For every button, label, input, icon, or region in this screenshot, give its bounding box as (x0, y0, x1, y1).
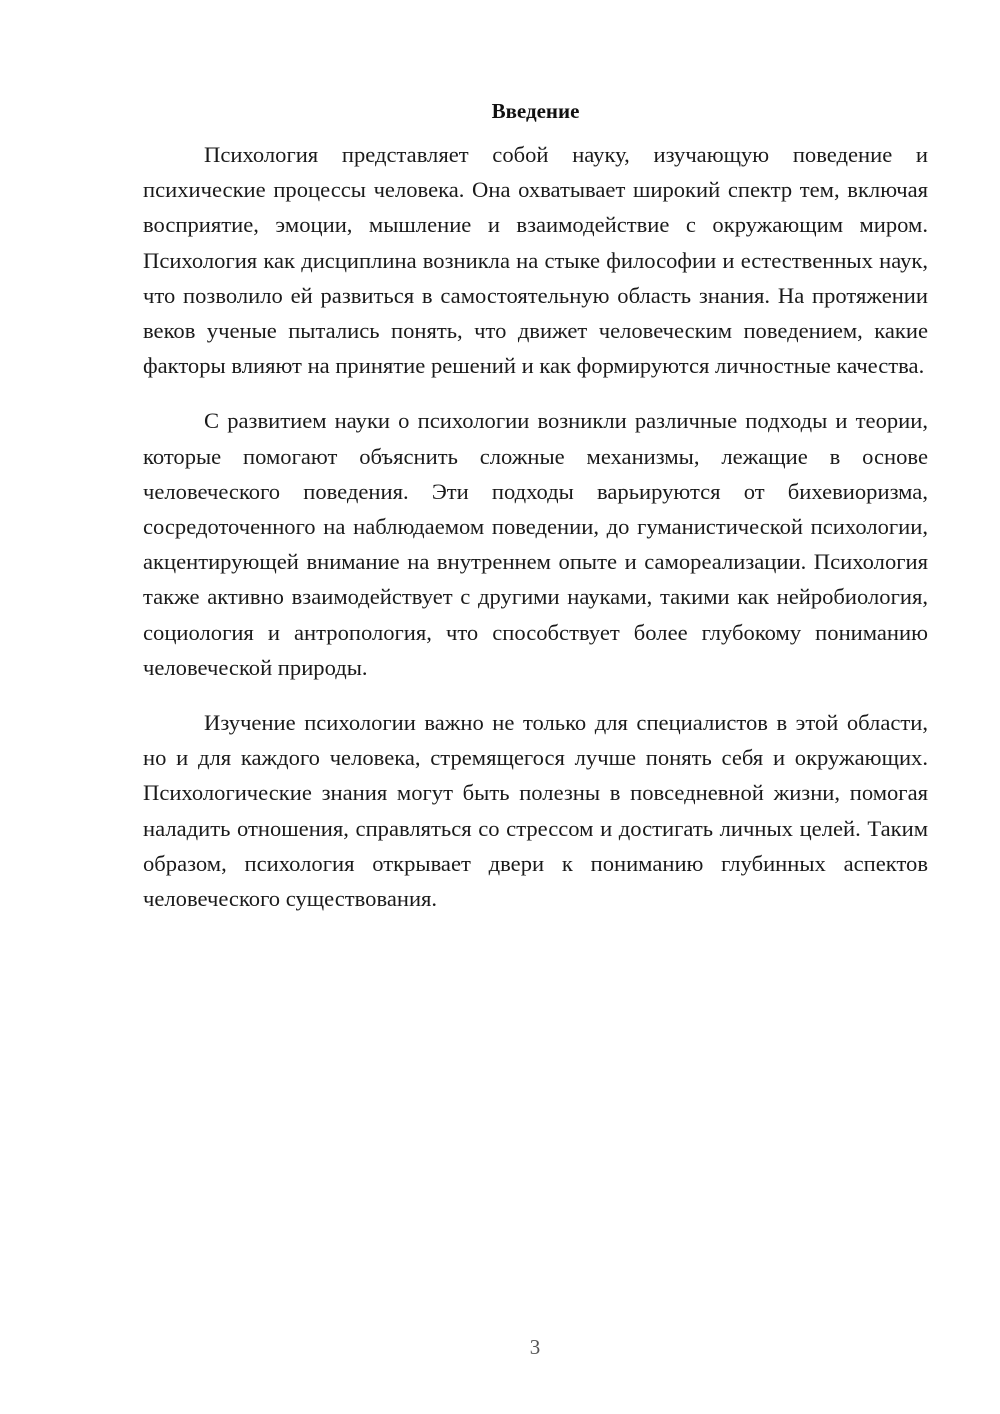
page-content (143, 96, 928, 916)
paragraph-2: С развитием науки о психологии возникли различные подходы и теории, которые помогают объяснить сложные механизмы, лежащие в основе человеческого поведения. Эти подходы варьируются от бихевиоризма, сосредоточенного на наблюдаемом поведении, до гуманистической психологии, акцентирующей внимание на внутреннем опыте и самореализации. Психология также активно взаимодействует с другими науками, такими как нейробиология, социология и антропология, что способствует более глубокому пониманию человеческой природы. (143, 408, 928, 680)
paragraph-1: Психология представляет собой науку, изучающую поведение и психические процессы человека. Она охватывает широкий спектр тем, включая восприятие, эмоции, мышление и взаимодействие с окружающим миром. Психология как дисциплина возникла на стыке философии и естественных наук, что позволило ей развиться в самостоятельную область знания. На протяжении веков ученые пытались понять, что движет человеческим поведением, какие факторы влияют на принятие решений и как формируются личностные качества. (143, 142, 928, 379)
section-title: Введение (491, 99, 580, 123)
page-number: 3 (529, 1335, 541, 1359)
paragraph-3: Изучение психологии важно не только для специалистов в этой области, но и для каждого человека, стремящегося лучше понять себя и окружающих. Психологические знания могут быть полезны в повседневной жизни, помогая наладить отношения, справляться со стрессом и достигать личных целей. Таким образом, психология открывает двери к пониманию глубинных аспектов человеческого существования. (143, 710, 928, 912)
